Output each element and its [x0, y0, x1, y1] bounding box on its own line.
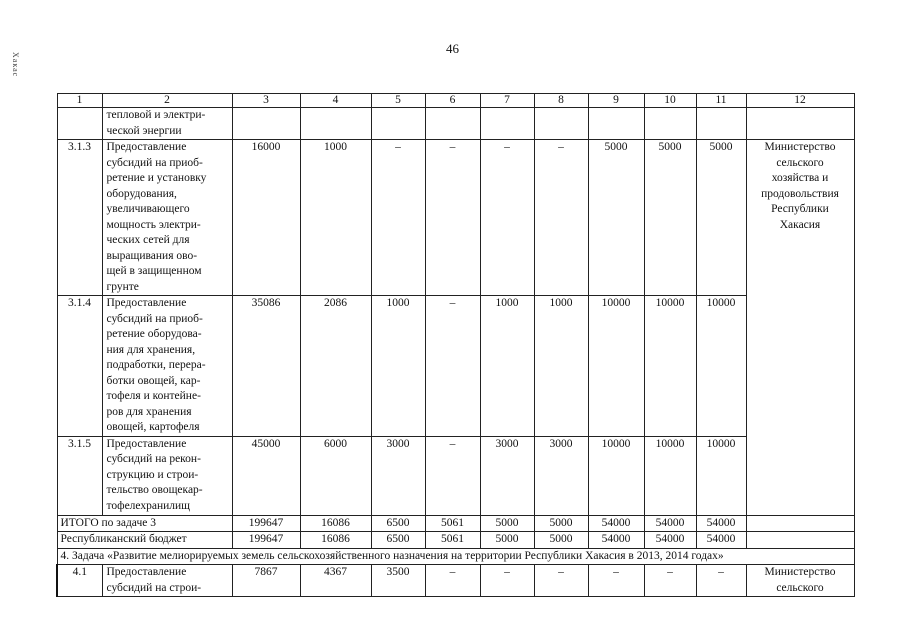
page-number: 46 — [446, 41, 459, 56]
responsible-cell — [746, 532, 854, 549]
header-cell: 3 — [232, 94, 300, 108]
activity-text: тепловой и электри- ческой энергии — [102, 108, 232, 140]
value-cell: 6500 — [371, 515, 425, 532]
value-cell: 54000 — [588, 515, 644, 532]
responsible-cell — [746, 515, 854, 532]
value-cell: 10000 — [696, 436, 746, 515]
value-cell: 10000 — [644, 436, 696, 515]
value-cell: 1000 — [534, 296, 588, 437]
value-cell — [300, 108, 371, 140]
value-cell: 16086 — [300, 515, 371, 532]
header-cell: 8 — [534, 94, 588, 108]
value-cell: – — [696, 565, 746, 597]
total-row — [57, 515, 854, 532]
value-cell: 3000 — [371, 436, 425, 515]
value-cell: 5061 — [425, 515, 480, 532]
responsible-cell: Министерство сельского — [746, 565, 854, 597]
value-cell: 10000 — [644, 296, 696, 437]
value-cell: 54000 — [588, 532, 644, 549]
value-cell: 16086 — [300, 532, 371, 549]
header-cell: 2 — [102, 94, 232, 108]
value-cell: 35086 — [232, 296, 300, 437]
header-cell: 6 — [425, 94, 480, 108]
responsible-cell — [746, 108, 854, 140]
code-cell — [57, 108, 102, 140]
value-cell: 6500 — [371, 532, 425, 549]
value-cell: 16000 — [232, 140, 300, 296]
value-cell: 4367 — [300, 565, 371, 597]
value-cell: 3000 — [480, 436, 534, 515]
responsible-cell: Министерство сельского хозяйства и продовольствия Республики Хакасия — [746, 140, 854, 516]
header-cell: 10 — [644, 94, 696, 108]
value-cell: – — [534, 140, 588, 296]
value-cell: – — [534, 565, 588, 597]
value-cell: – — [480, 565, 534, 597]
value-cell: 10000 — [696, 296, 746, 437]
value-cell — [696, 108, 746, 140]
value-cell: 3000 — [534, 436, 588, 515]
activity-text: Предоставление субсидий на приоб- ретение и установку оборудования, увеличивающего мощность электри- ческих сетей для выращивания ово- щей в защищенном грунте — [102, 140, 232, 296]
row-code: 4.1 — [57, 565, 102, 597]
header-cell: 9 — [588, 94, 644, 108]
header-cell: 12 — [746, 94, 854, 108]
row-code: 3.1.4 — [57, 296, 102, 437]
header-cell: 5 — [371, 94, 425, 108]
section-row — [57, 548, 854, 565]
value-cell: – — [480, 140, 534, 296]
value-cell: 54000 — [696, 515, 746, 532]
activity-text: Предоставление субсидий на приоб- ретение оборудова- ния для хранения, подработки, перера- ботки овощей, кар- тофеля и контейне- ров для хранения овощей, картофеля — [102, 296, 232, 437]
total-row — [57, 532, 854, 549]
header-cell: 7 — [480, 94, 534, 108]
value-cell: – — [644, 565, 696, 597]
value-cell: 1000 — [300, 140, 371, 296]
value-cell: 199647 — [232, 532, 300, 549]
value-cell — [534, 108, 588, 140]
value-cell: 45000 — [232, 436, 300, 515]
continuation-row — [57, 108, 854, 140]
header-row — [57, 94, 854, 108]
program-table — [56, 93, 855, 597]
value-cell — [480, 108, 534, 140]
value-cell: 199647 — [232, 515, 300, 532]
value-cell: 54000 — [696, 532, 746, 549]
value-cell: – — [425, 140, 480, 296]
value-cell — [425, 108, 480, 140]
value-cell: – — [425, 436, 480, 515]
value-cell: 5000 — [696, 140, 746, 296]
value-cell: 6000 — [300, 436, 371, 515]
table-row — [57, 296, 854, 437]
value-cell: 7867 — [232, 565, 300, 597]
value-cell: 5000 — [534, 532, 588, 549]
side-mark: Хакас — [11, 52, 20, 78]
table-row — [57, 140, 854, 296]
value-cell — [644, 108, 696, 140]
value-cell: 1000 — [371, 296, 425, 437]
value-cell: 5000 — [644, 140, 696, 296]
value-cell: 54000 — [644, 532, 696, 549]
value-cell — [371, 108, 425, 140]
header-cell: 4 — [300, 94, 371, 108]
value-cell: 5000 — [480, 532, 534, 549]
header-cell: 1 — [57, 94, 102, 108]
value-cell — [232, 108, 300, 140]
value-cell: – — [588, 565, 644, 597]
section-title: 4. Задача «Развитие мелиорируемых земель сельскохозяйственного назначения на территории Республики Хакасия в 2013, 2014 годах» — [57, 548, 854, 565]
value-cell — [588, 108, 644, 140]
table-row — [57, 565, 854, 597]
row-code: 3.1.5 — [57, 436, 102, 515]
value-cell: 1000 — [480, 296, 534, 437]
value-cell: 3500 — [371, 565, 425, 597]
total-label: ИТОГО по задаче 3 — [57, 515, 232, 532]
value-cell: 5061 — [425, 532, 480, 549]
value-cell: 5000 — [534, 515, 588, 532]
value-cell: 10000 — [588, 296, 644, 437]
activity-text: Предоставление субсидий на рекон- струкцию и строи- тельство овощекар- тофелехранилищ — [102, 436, 232, 515]
value-cell: 2086 — [300, 296, 371, 437]
value-cell: – — [425, 296, 480, 437]
value-cell: – — [371, 140, 425, 296]
value-cell: 10000 — [588, 436, 644, 515]
header-cell: 11 — [696, 94, 746, 108]
activity-text: Предоставление субсидий на строи- — [102, 565, 232, 597]
table-row — [57, 436, 854, 515]
value-cell: 5000 — [588, 140, 644, 296]
value-cell: – — [425, 565, 480, 597]
value-cell: 54000 — [644, 515, 696, 532]
row-code: 3.1.3 — [57, 140, 102, 296]
value-cell: 5000 — [480, 515, 534, 532]
total-label: Республиканский бюджет — [57, 532, 232, 549]
